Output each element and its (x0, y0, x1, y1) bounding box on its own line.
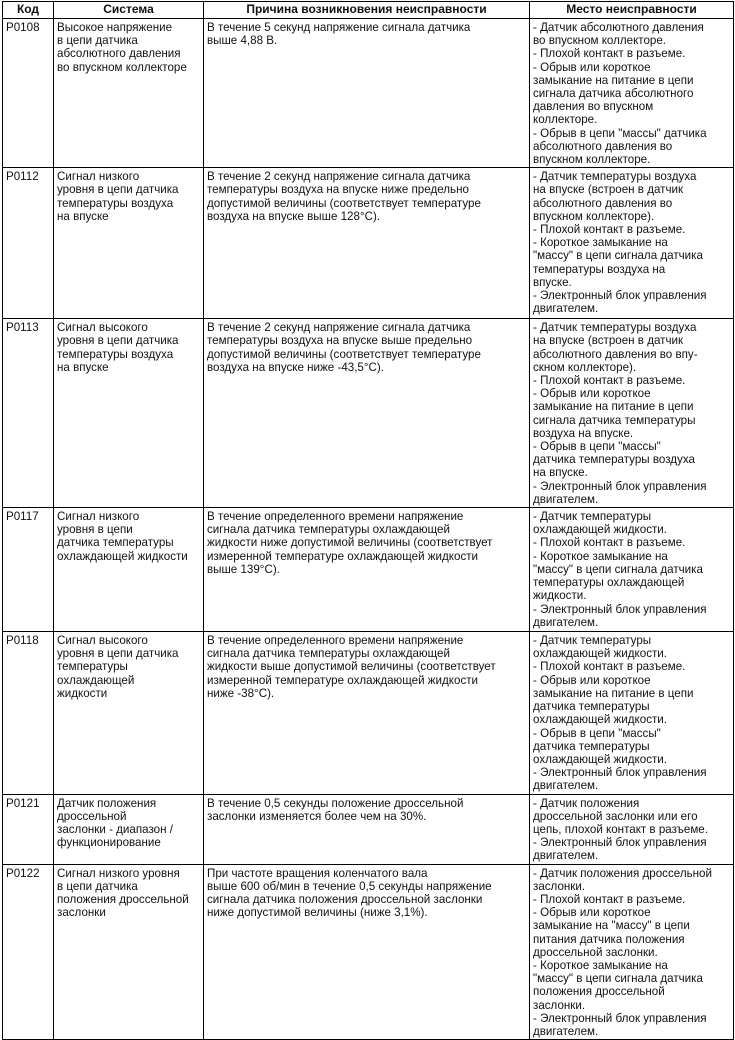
location-item: - Электронный блок управления двигателем. (533, 836, 707, 863)
location-item: - Датчик температуры воздуха на впуске (встроен в датчик абсолютного давления во впускном коллекторе). (533, 170, 697, 223)
row-cause-text: В течение определенного времени напряжение сигнала датчика температуры охлаждающей жидкости выше допустимой величины (соответствует измеренной температуре охлаждающей жидкости ниже -38°С). (207, 634, 496, 700)
location-item: - Датчик температуры охлаждающей жидкости. (533, 510, 667, 537)
location-item: - Плохой контакт в разъеме. (533, 47, 686, 61)
row-cause (204, 864, 530, 1040)
row-code: P0118 (3, 632, 54, 794)
row-cause-text: В течение определенного времени напряжение сигнала датчика температуры охлаждающей жидкости ниже допустимой величины (соответствует измеренной температуре охлаждающей жидкости выше 139°С). (207, 510, 493, 576)
location-item: - Плохой контакт в разъеме. (533, 660, 686, 674)
row-system (54, 319, 204, 508)
row-code: P0113 (3, 319, 54, 508)
row-location (530, 508, 734, 632)
row-system (54, 864, 204, 1040)
row-code: P0112 (3, 168, 54, 319)
row-code: P0108 (3, 19, 54, 168)
table-row (3, 168, 734, 319)
location-item: - Датчик положения дроссельной заслонки или его цепь, плохой контакт в разъеме. (533, 796, 708, 836)
header-row (3, 2, 734, 19)
row-system (54, 794, 204, 864)
header-cause: Причина возникновения неисправности (204, 2, 530, 19)
row-cause-text: В течение 5 секунд напряжение сигнала датчика выше 4,88 В. (207, 21, 471, 48)
row-cause-text: При частоте вращения коленчатого вала выше 600 об/мин в течение 0,5 секунды напряжение сигнала датчика положения дроссельной заслонки ниже допустимой величины (ниже 3,1%). (207, 866, 492, 920)
location-item: - Электронный блок управления двигателем. (533, 479, 707, 506)
row-cause (204, 632, 530, 794)
table-row (3, 794, 734, 864)
location-item: - Плохой контакт в разъеме. (533, 223, 686, 237)
row-cause (204, 319, 530, 508)
location-item: - Электронный блок управления двигателем. (533, 766, 707, 793)
row-location (530, 864, 734, 1040)
location-item: - Датчик положения дроссельной заслонки. (533, 866, 712, 893)
table-row (3, 508, 734, 632)
row-system-text: Высокое напряжение в цепи датчика абсолютного давления во впускном коллекторе (57, 21, 187, 74)
row-cause (204, 508, 530, 632)
row-system (54, 508, 204, 632)
row-location (530, 794, 734, 864)
row-cause (204, 168, 530, 319)
row-cause (204, 794, 530, 864)
row-system-text: Датчик положения дроссельной заслонки - диапазон / функционирование (57, 796, 173, 850)
header-code: Код (3, 2, 54, 19)
location-item: - Электронный блок управления двигателем. (533, 602, 707, 629)
location-item: - Короткое замыкание на "массу" в цепи сигнала датчика температуры воздуха на впуске. (533, 236, 703, 289)
table-row (3, 19, 734, 168)
row-location (530, 168, 734, 319)
row-system-text: Сигнал низкого уровня в цепи датчика положения дроссельной заслонки (57, 866, 189, 920)
location-item: - Обрыв или короткое замыкание на питание в цепи сигнала датчика температуры воздуха на впуске. (533, 387, 696, 440)
row-system-text: Сигнал низкого уровня в цепи датчика температуры охлаждающей жидкости (57, 510, 188, 563)
location-item: - Обрыв или короткое замыкание на питание в цепи сигнала датчика абсолютного давления во впускном коллекторе. (533, 60, 694, 127)
dtc-table (2, 1, 734, 1040)
location-item: - Плохой контакт в разъеме. (533, 374, 686, 388)
row-system-text: Сигнал высокого уровня в цепи датчика температуры воздуха на впуске (57, 321, 179, 374)
table-row (3, 632, 734, 794)
location-item: - Обрыв в цепи "массы" датчика температуры воздуха на впуске. (533, 440, 695, 480)
row-system (54, 632, 204, 794)
location-item: - Электронный блок управления двигателем. (533, 1011, 707, 1038)
location-item: - Плохой контакт в разъеме. (533, 536, 686, 550)
location-item: - Обрыв или короткое замыкание на "массу" в цепи питания датчика положения дроссельной заслонки. (533, 906, 690, 959)
location-item: - Обрыв или короткое замыкание на питание в цепи датчика температуры охлаждающей жидкости. (533, 673, 694, 727)
row-location (530, 632, 734, 794)
location-item: - Короткое замыкание на "массу" в цепи сигнала датчика положения дроссельной заслонки. (533, 958, 703, 1012)
row-system (54, 168, 204, 319)
row-system-text: Сигнал низкого уровня в цепи датчика температуры воздуха на впуске (57, 170, 179, 223)
header-location: Место неисправности (530, 2, 734, 19)
row-system-text: Сигнал высокого уровня в цепи датчика температуры охлаждающей жидкости (57, 634, 179, 700)
row-code: P0117 (3, 508, 54, 632)
row-cause (204, 19, 530, 168)
header-system: Система (54, 2, 204, 19)
row-code: P0121 (3, 794, 54, 864)
location-item: - Обрыв в цепи "массы" датчика абсолютного давления во впускном коллекторе. (533, 126, 707, 167)
row-location (530, 19, 734, 168)
location-item: - Плохой контакт в разъеме. (533, 892, 686, 906)
row-system (54, 19, 204, 168)
location-item: - Датчик температуры воздуха на впуске (встроен в датчик абсолютного давления во впу- скном коллекторе). (533, 321, 698, 374)
row-cause-text: В течение 2 секунд напряжение сигнала датчика температуры воздуха на впуске ниже предельно допустимой величины (соответствует температуре воздуха на впуске выше 128°С). (207, 170, 481, 223)
location-item: - Обрыв в цепи "массы" датчика температуры охлаждающей жидкости. (533, 726, 667, 766)
table-row (3, 864, 734, 1040)
location-item: - Электронный блок управления двигателем. (533, 289, 707, 316)
row-location (530, 319, 734, 508)
location-item: - Датчик абсолютного давления во впускном коллекторе. (533, 21, 704, 48)
row-cause-text: В течение 2 секунд напряжение сигнала датчика температуры воздуха на впуске выше предельно допустимой величины (соответствует температуре воздуха на впуске ниже -43,5°С). (207, 321, 481, 374)
location-item: - Датчик температуры охлаждающей жидкости. (533, 634, 667, 661)
row-code: P0122 (3, 864, 54, 1040)
table-row (3, 319, 734, 508)
row-cause-text: В течение 0,5 секунды положение дроссельной заслонки изменяется более чем на 30%. (207, 796, 464, 823)
location-item: - Короткое замыкание на "массу" в цепи сигнала датчика температуры охлаждающей жидкости. (533, 549, 703, 603)
